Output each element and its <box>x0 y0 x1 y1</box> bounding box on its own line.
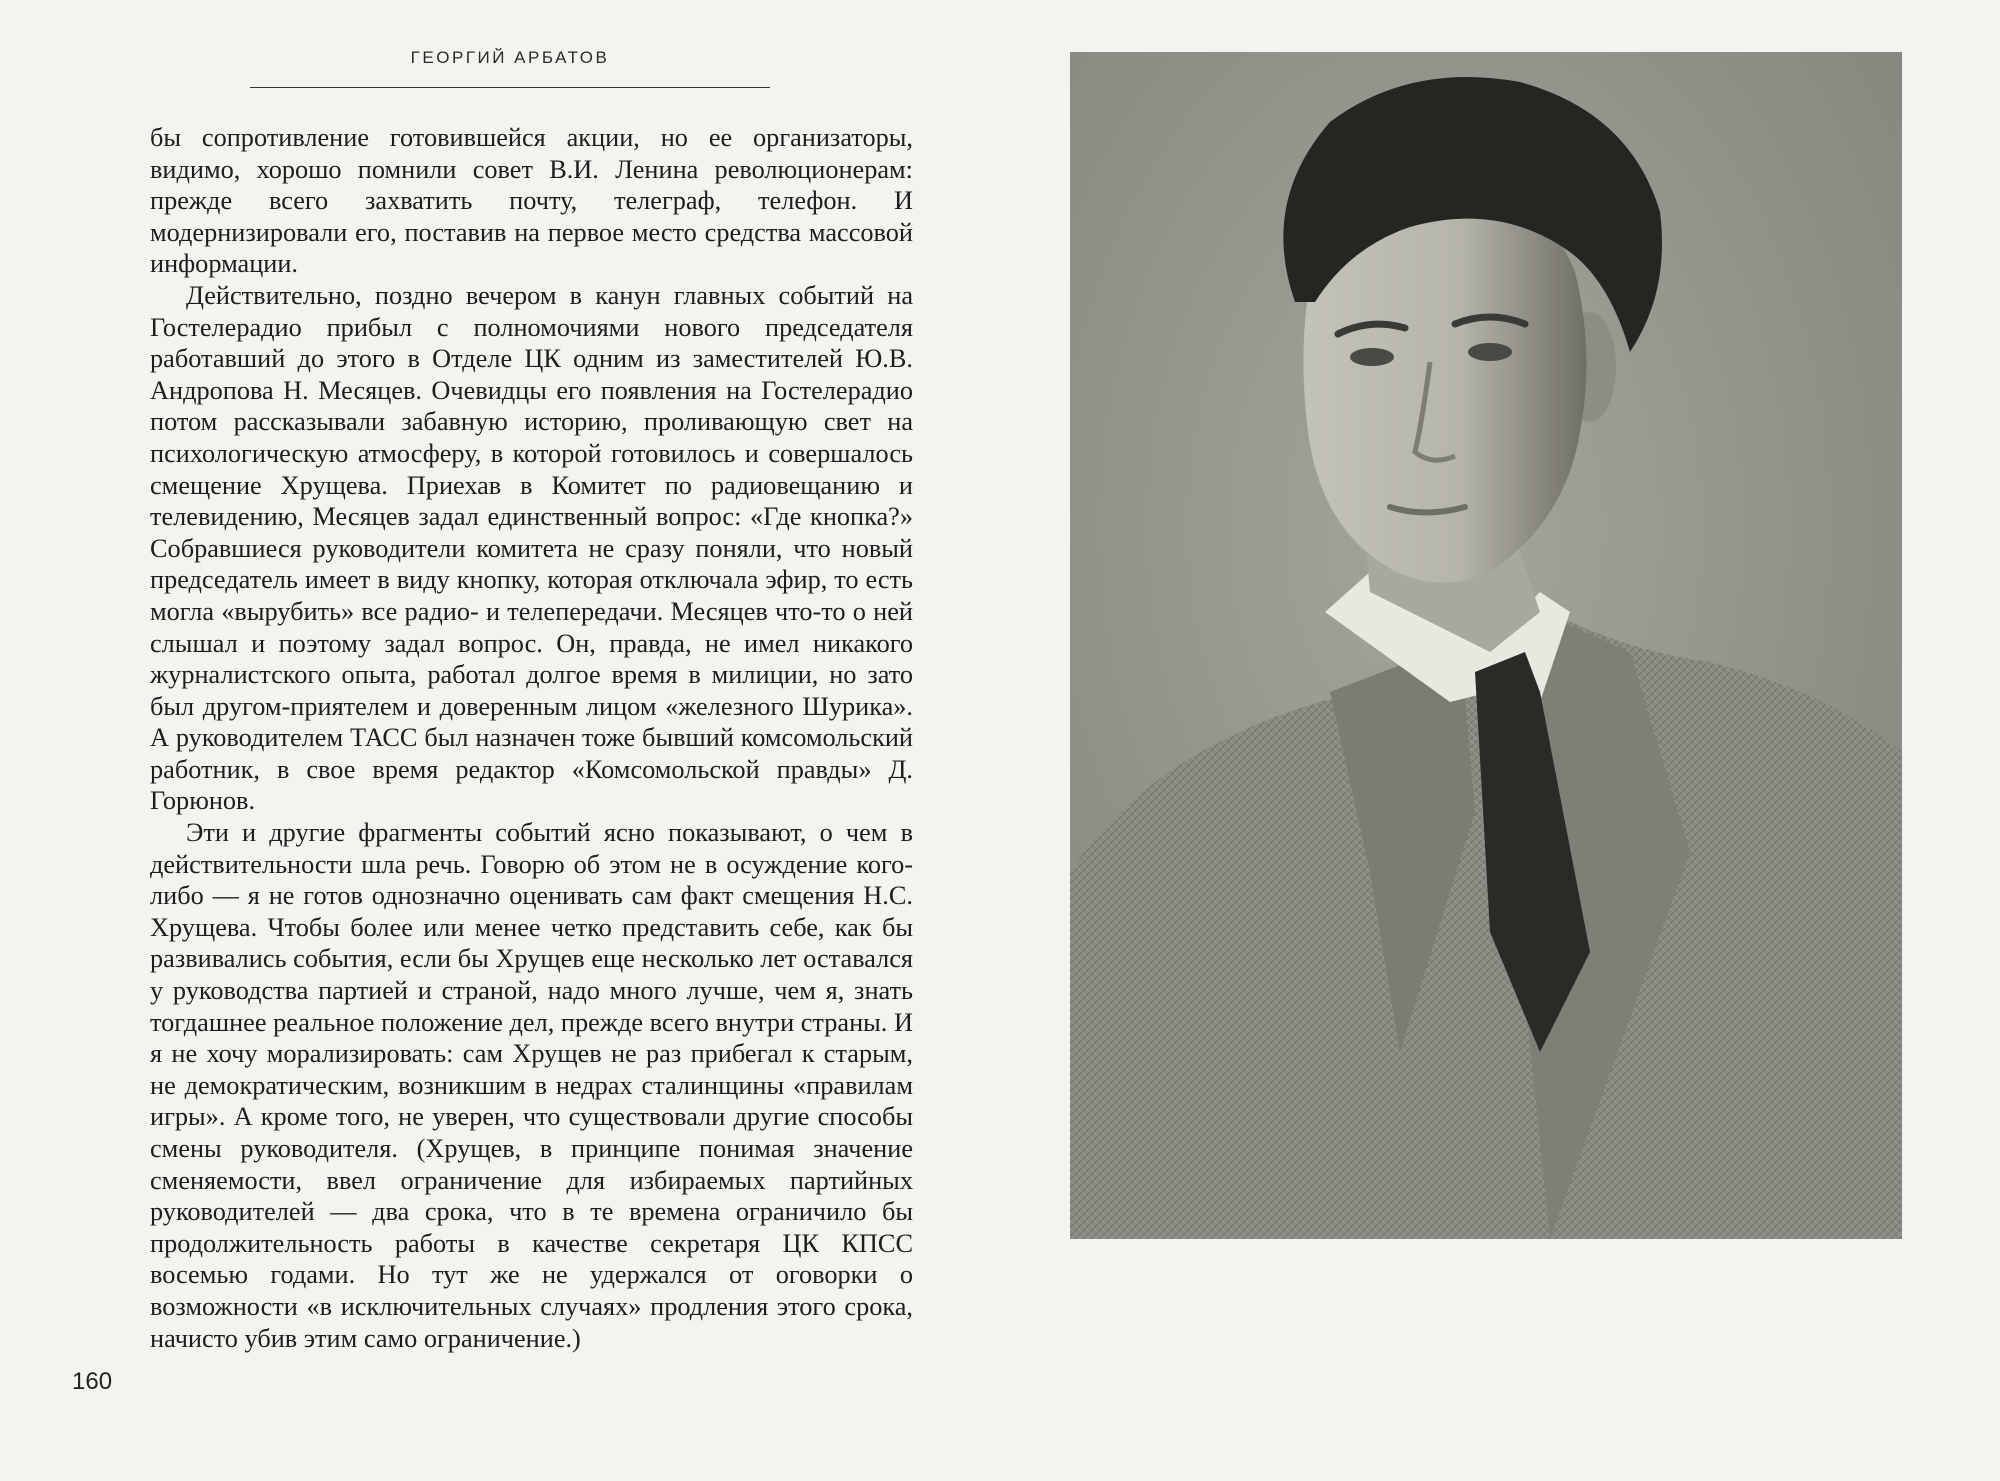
right-eye <box>1468 343 1512 361</box>
page-number: 160 <box>72 1368 113 1395</box>
paragraph-2: Действительно, поздно вечером в канун главных событий на Гостелерадио прибыл с полномочиями нового председателя работавший до этого в Отделе ЦК одним из заместителей Ю.В. Андропова Н. Месяцев. Очевидцы его появления на Гостелерадио потом рассказывали забавную историю, проливающую свет на психологическую атмосферу, в которой готовилось и совершалось смещение Хрущева. Приехав в Комитет по радиовещанию и телевидению, Месяцев задал единственный вопрос: «Где кнопка?» Собравшиеся руководители комитета не сразу поняли, что новый председатель имеет в виду кнопку, которая отключала эфир, то есть могла «вырубить» все радио- и телепередачи. Месяцев что-то о ней слышал и поэтому задал вопрос. Он, правда, не имел никакого журналистского опыта, работал долгое время в милиции, но зато был другом-приятелем и доверенным лицом «железного Шурика». А руководителем ТАСС был назначен тоже бывший комсомольский работник, в свое время редактор «Комсомольской правды» Д. Горюнов. <box>150 280 913 816</box>
body-text <box>150 122 913 1354</box>
running-head: ГЕОРГИЙ АРБАТОВ <box>410 48 610 67</box>
portrait-illustration <box>1070 52 1902 1239</box>
portrait-photo <box>1070 52 1902 1239</box>
paragraph-3: Эти и другие фрагменты событий ясно показывают, о чем в действительности шла речь. Говорю об этом не в осуждение кого-либо — я не готов однозначно оценивать сам факт смещения Н.С. Хрущева. Чтобы более или менее четко представить себе, как бы развивались события, если бы Хрущев еще несколько лет оставался у руководства партией и страной, надо много лучше, чем я, знать тогдашнее реальное положение дел, прежде всего внутри страны. И я не хочу морализировать: сам Хрущев не раз прибегал к старым, не демократическим, возникшим в недрах сталинщины «правилам игры». А кроме того, не уверен, что существовали другие способы смены руководителя. (Хрущев, в принципе понимая значение сменяемости, ввел ограничение для избираемых партийных руководителей — два срока, что в те времена ограничило бы продолжительность работы в качестве секретаря ЦК КПСС восемью годами. Но тут же не удержался от оговорки о возможности «в исключительных случаях» продления этого срока, начисто убив этим само ограничение.) <box>150 818 913 1353</box>
paragraph-1: бы сопротивление готовившейся акции, но ее организаторы, видимо, хорошо помнили совет В.И. Ленина революционерам: прежде всего захватить почту, телеграф, телефон. И модернизировали его, поставив на первое место средства массовой информации. <box>150 123 913 279</box>
header-rule <box>250 87 770 88</box>
left-eye <box>1350 348 1394 366</box>
